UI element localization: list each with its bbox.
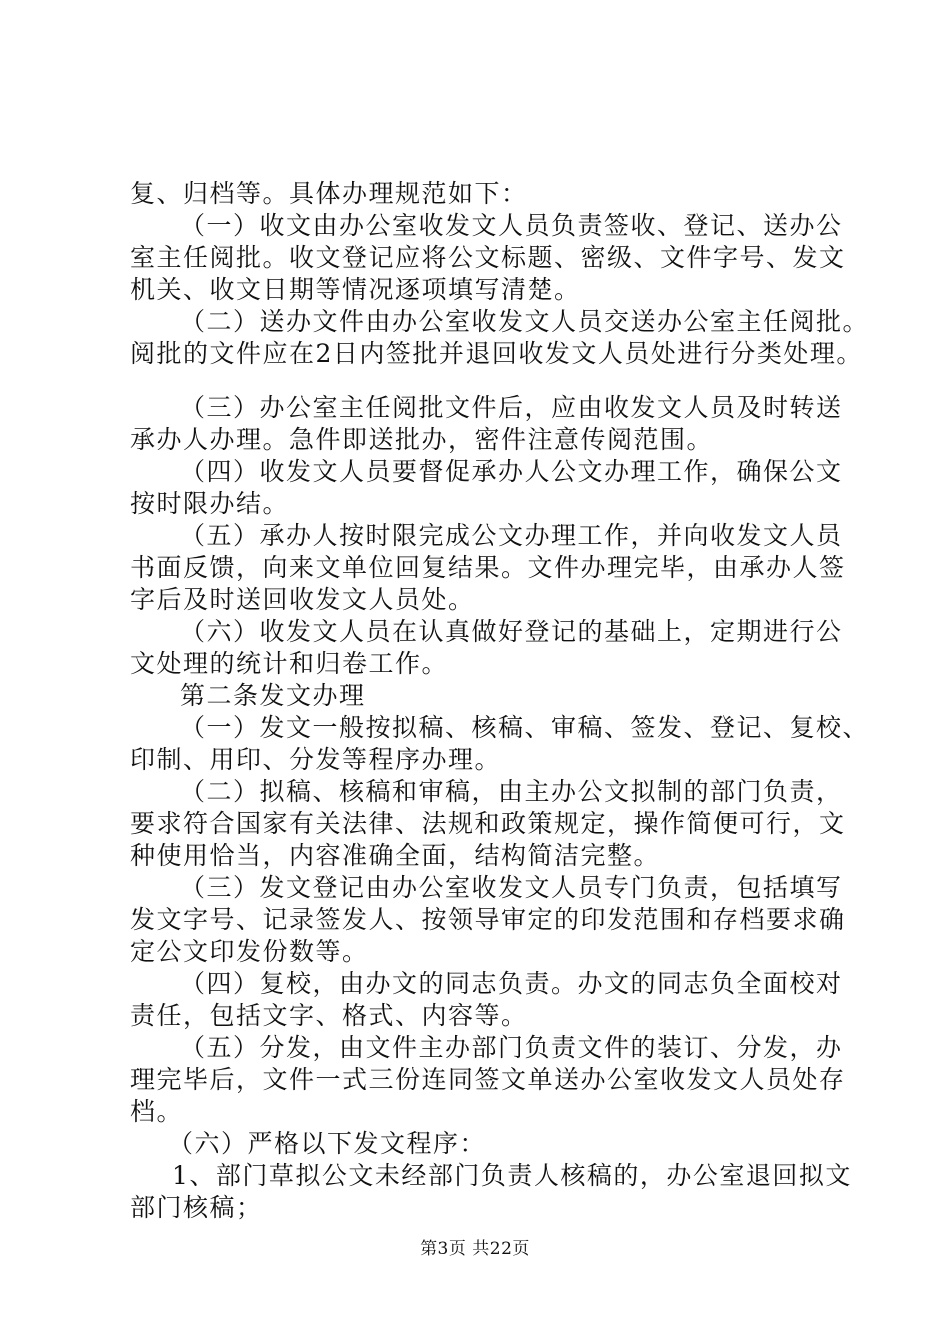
text-line: 1、部门草拟公文未经部门负责人核稿的，办公室退回拟文 bbox=[172, 1161, 852, 1190]
text-line: （五）分发，由文件主办部门负责文件的装订、分发，办 bbox=[180, 1033, 843, 1062]
text-line: （二）送办文件由办公室收发文人员交送办公室主任阅批。 bbox=[180, 307, 870, 336]
text-line: 要求符合国家有关法律、法规和政策规定，操作简便可行，文 bbox=[130, 809, 846, 838]
text-line: 理完毕后，文件一式三份连同签文单送办公室收发文人员处存 bbox=[130, 1065, 846, 1094]
text-line: （六）收发文人员在认真做好登记的基础上，定期进行公 bbox=[180, 617, 843, 646]
text-line: 室主任阅批。收文登记应将公文标题、密级、文件字号、发文 bbox=[130, 243, 846, 272]
text-line: （五）承办人按时限完成公文办理工作，并向收发文人员 bbox=[180, 521, 843, 550]
text-line: 承办人办理。急件即送批办，密件注意传阅范围。 bbox=[130, 425, 714, 454]
text-line: 字后及时送回收发文人员处。 bbox=[130, 585, 475, 614]
text-line: （六）严格以下发文程序： bbox=[168, 1129, 487, 1158]
text-line: 复、归档等。具体办理规范如下： bbox=[130, 179, 528, 208]
text-line: （三）办公室主任阅批文件后，应由收发文人员及时转送 bbox=[180, 393, 843, 422]
text-line: 按时限办结。 bbox=[130, 489, 290, 518]
text-line: （四）收发文人员要督促承办人公文办理工作，确保公文 bbox=[180, 457, 843, 486]
text-line: （一）发文一般按拟稿、核稿、审稿、签发、登记、复校、 bbox=[180, 713, 870, 742]
section-heading: 第二条发文办理 bbox=[180, 681, 366, 710]
text-line: （四）复校，由办文的同志负责。办文的同志负全面校对 bbox=[180, 969, 843, 998]
text-line: （二）拟稿、核稿和审稿，由主办公文拟制的部门负责， bbox=[180, 777, 843, 806]
text-line: 发文字号、记录签发人、按领导审定的印发范围和存档要求确 bbox=[130, 905, 846, 934]
text-line: 阅批的文件应在2日内签批并退回收发文人员处进行分类处理。 bbox=[130, 339, 863, 368]
text-line: 责任，包括文字、格式、内容等。 bbox=[130, 1001, 528, 1030]
text-line: 种使用恰当，内容准确全面，结构简洁完整。 bbox=[130, 841, 661, 870]
text-line: 机关、收文日期等情况逐项填写清楚。 bbox=[130, 275, 581, 304]
text-line: 部门核稿； bbox=[130, 1193, 263, 1222]
text-line: （三）发文登记由办公室收发文人员专门负责，包括填写 bbox=[180, 873, 843, 902]
text-line: 文处理的统计和归卷工作。 bbox=[130, 649, 449, 678]
text-line: 定公文印发份数等。 bbox=[130, 937, 369, 966]
text-line: （一）收文由办公室收发文人员负责签收、登记、送办公 bbox=[180, 211, 843, 240]
text-line: 印制、用印、分发等程序办理。 bbox=[130, 745, 502, 774]
page-number-footer: 第3页 共22页 bbox=[420, 1239, 530, 1259]
text-line: 档。 bbox=[130, 1097, 184, 1126]
text-line: 书面反馈，向来文单位回复结果。文件办理完毕，由承办人签 bbox=[130, 553, 846, 582]
